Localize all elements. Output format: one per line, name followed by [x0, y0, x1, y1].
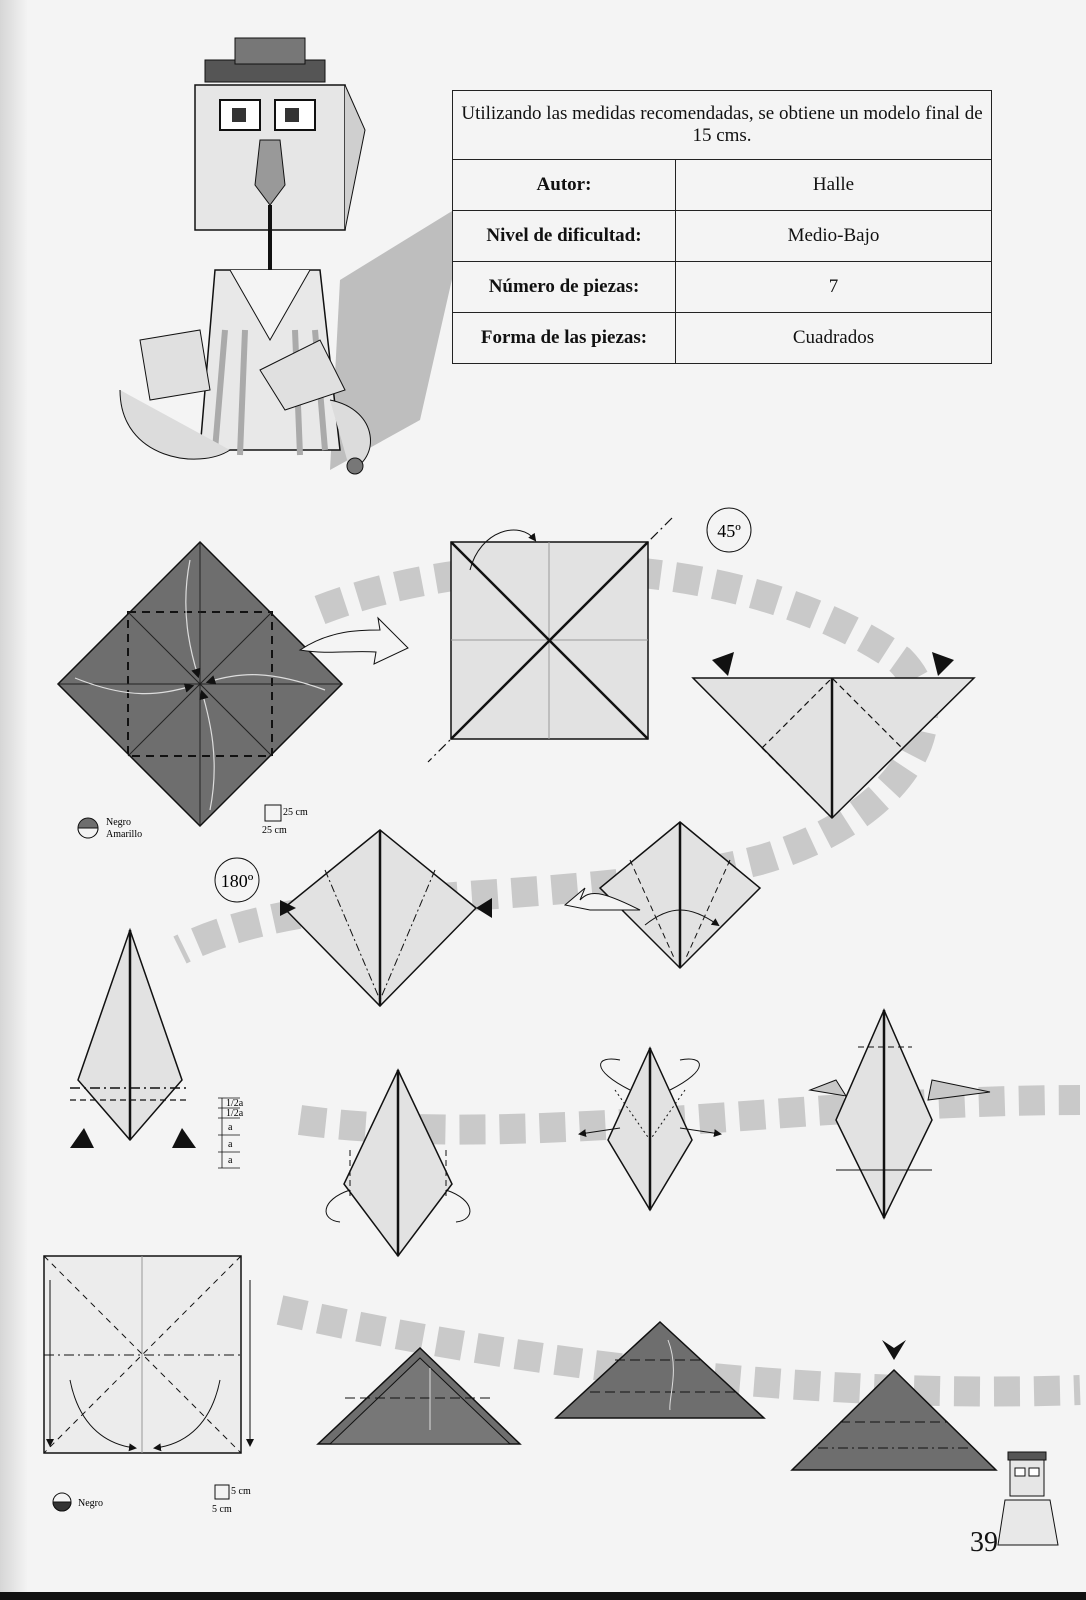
ruler-mark-1: 1/2a — [226, 1098, 244, 1109]
ruler-mark-3: a — [228, 1122, 233, 1133]
step-3-diagram — [693, 652, 974, 818]
rotation-180-label: 180º — [220, 871, 254, 891]
bottom-strip — [0, 1592, 1086, 1600]
legend-1-color-2: Amarillo — [106, 829, 143, 840]
page-number: 39 — [970, 1527, 998, 1558]
step-5-diagram — [565, 822, 760, 968]
step-6-diagram — [70, 930, 244, 1168]
pieces-value: 7 — [676, 262, 992, 313]
difficulty-label: Nivel de dificultad: — [453, 211, 676, 262]
step-2-diagram — [428, 508, 751, 762]
step-4-diagram — [215, 830, 492, 1006]
step-8-diagram — [580, 1048, 720, 1210]
step-9-diagram — [810, 1010, 990, 1218]
step-11-diagram — [318, 1348, 520, 1444]
legend-1-size-w: 25 cm — [283, 807, 308, 818]
legend-paper-2 — [53, 1485, 251, 1515]
author-value: Halle — [676, 160, 992, 211]
ruler-mark-5: a — [228, 1155, 233, 1166]
difficulty-value: Medio-Bajo — [676, 211, 992, 262]
legend-1-color-1: Negro — [106, 817, 131, 828]
info-header: Utilizando las medidas recomendadas, se obtiene un modelo final de 15 cms. — [453, 91, 992, 160]
ruler-mark-2: 1/2a — [226, 1108, 244, 1119]
step-1-diagram — [58, 542, 342, 826]
mini-model-icon — [998, 1452, 1058, 1545]
legend-2-color-1: Negro — [78, 1498, 103, 1509]
step-13-diagram — [792, 1340, 996, 1470]
step-7-diagram — [326, 1070, 470, 1256]
legend-2-size-h: 5 cm — [212, 1504, 232, 1515]
rotation-45-label: 45º — [717, 521, 741, 541]
pieces-label: Número de piezas: — [453, 262, 676, 313]
step-10-diagram — [44, 1256, 250, 1453]
ruler-mark-4: a — [228, 1139, 233, 1150]
legend-1-size-h: 25 cm — [262, 825, 287, 836]
author-label: Autor: — [453, 160, 676, 211]
shape-label: Forma de las piezas: — [453, 313, 676, 364]
shape-value: Cuadrados — [676, 313, 992, 364]
step-12-diagram — [556, 1322, 764, 1418]
legend-2-size-w: 5 cm — [231, 1486, 251, 1497]
